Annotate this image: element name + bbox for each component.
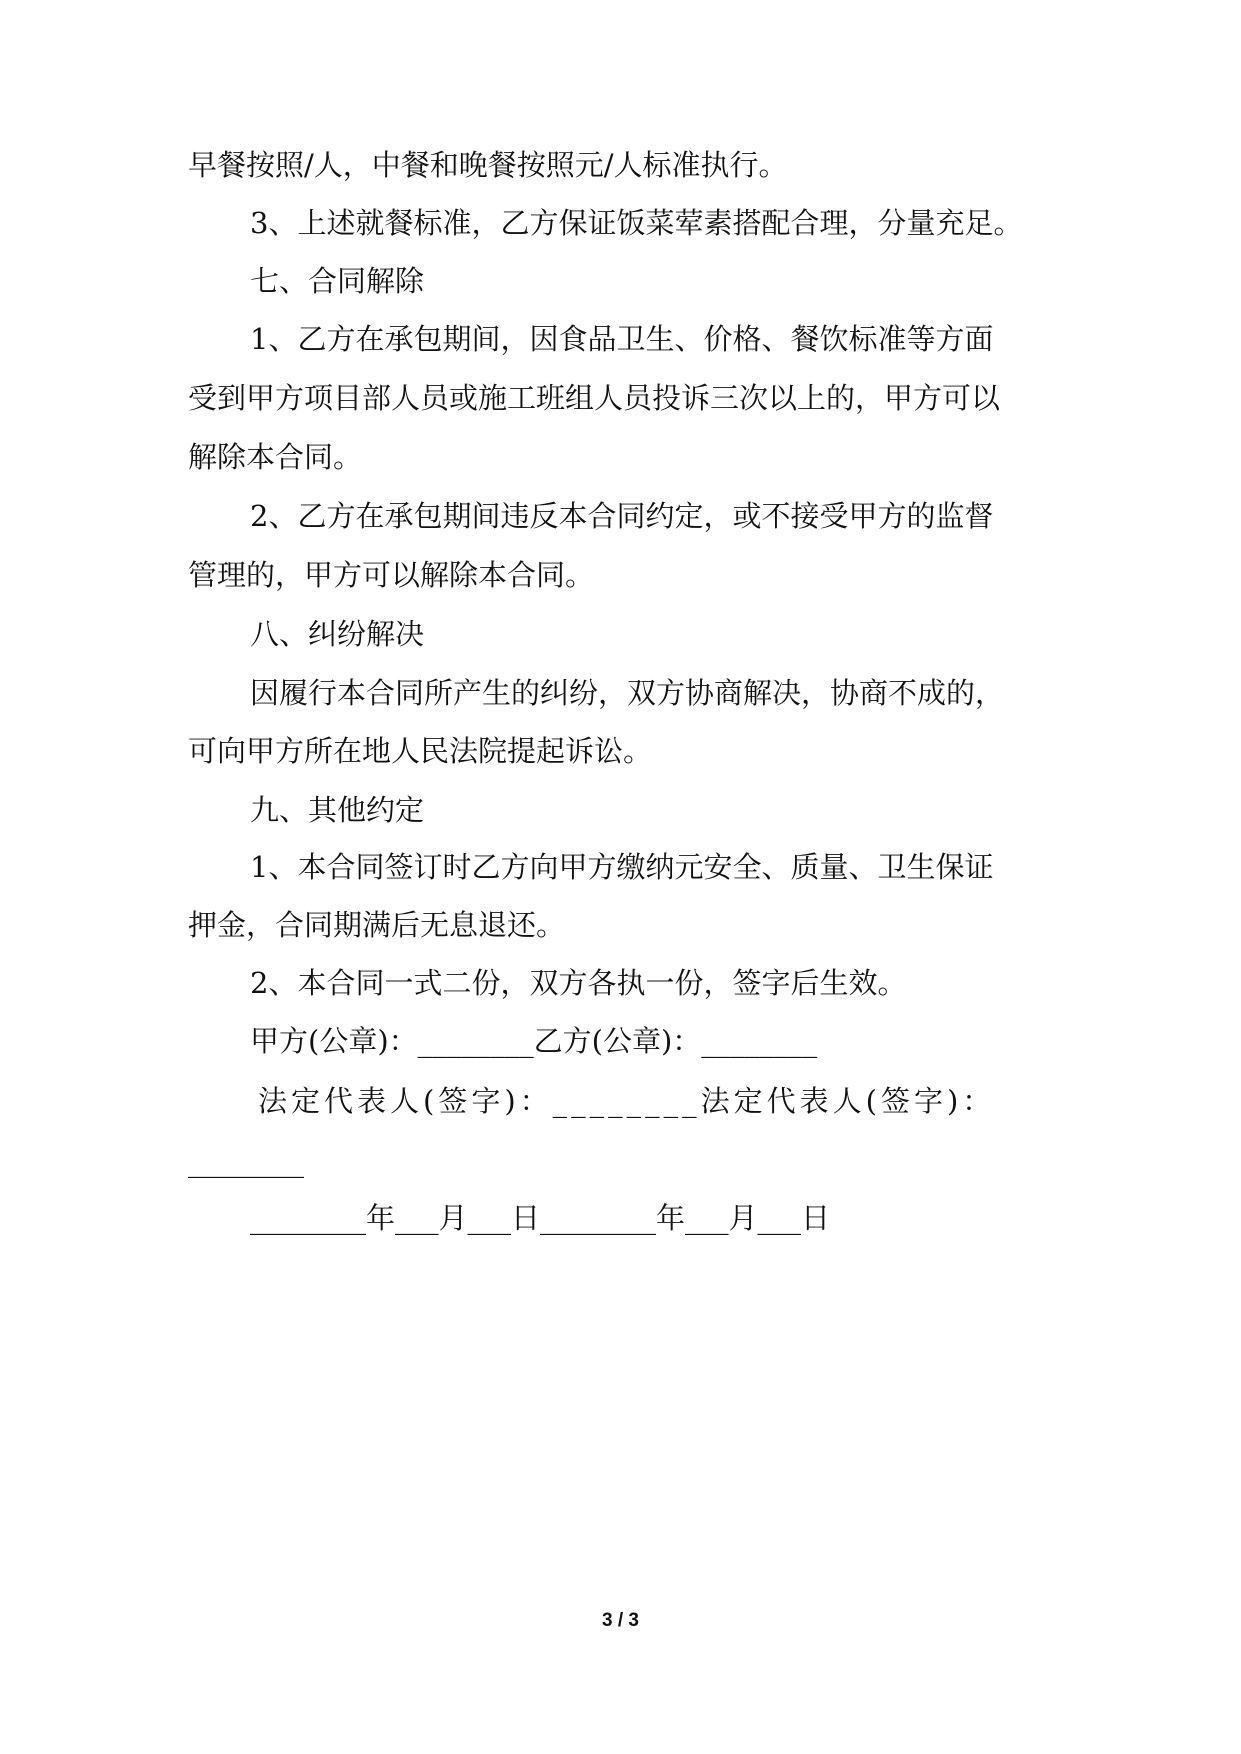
text-line: 3、上述就餐标准，乙方保证饭菜荤素搭配合理，分量充足。 xyxy=(250,206,1023,240)
date-line: ________年___月___日________年___月___日 xyxy=(250,1201,831,1235)
section-heading: 九、其他约定 xyxy=(250,793,425,827)
text-line: 1、本合同签订时乙方向甲方缴纳元安全、质量、卫生保证 xyxy=(250,850,994,884)
section-heading: 八、纠纷解决 xyxy=(250,617,425,651)
text-line: 解除本合同。 xyxy=(188,440,363,474)
text-line: 管理的，甲方可以解除本合同。 xyxy=(188,558,595,592)
text-line: 2、乙方在承包期间违反本合同约定，或不接受甲方的监督 xyxy=(250,499,994,533)
text-line: 因履行本合同所产生的纠纷，双方协商解决，协商不成的， xyxy=(250,676,1005,710)
signature-line-seal: 甲方(公章)：________乙方(公章)：________ xyxy=(250,1024,818,1058)
text-line: 早餐按照/人，中餐和晚餐按照元/人标准执行。 xyxy=(188,148,788,182)
text-line: 押金，合同期满后无息退还。 xyxy=(188,908,566,942)
page-number: 3 / 3 xyxy=(602,1610,639,1631)
text-line: 受到甲方项目部人员或施工班组人员投诉三次以上的，甲方可以 xyxy=(188,381,1001,415)
signature-blank: ________ xyxy=(188,1144,304,1178)
text-line: 2、本合同一式二份，双方各执一份，签字后生效。 xyxy=(250,966,907,1000)
signature-line-representative: 法定代表人(签字)：________法定代表人(签字)： xyxy=(258,1084,996,1118)
text-line: 1、乙方在承包期间，因食品卫生、价格、餐饮标准等方面 xyxy=(250,322,994,356)
section-heading: 七、合同解除 xyxy=(250,264,425,298)
text-line: 可向甲方所在地人民法院提起诉讼。 xyxy=(188,734,653,768)
